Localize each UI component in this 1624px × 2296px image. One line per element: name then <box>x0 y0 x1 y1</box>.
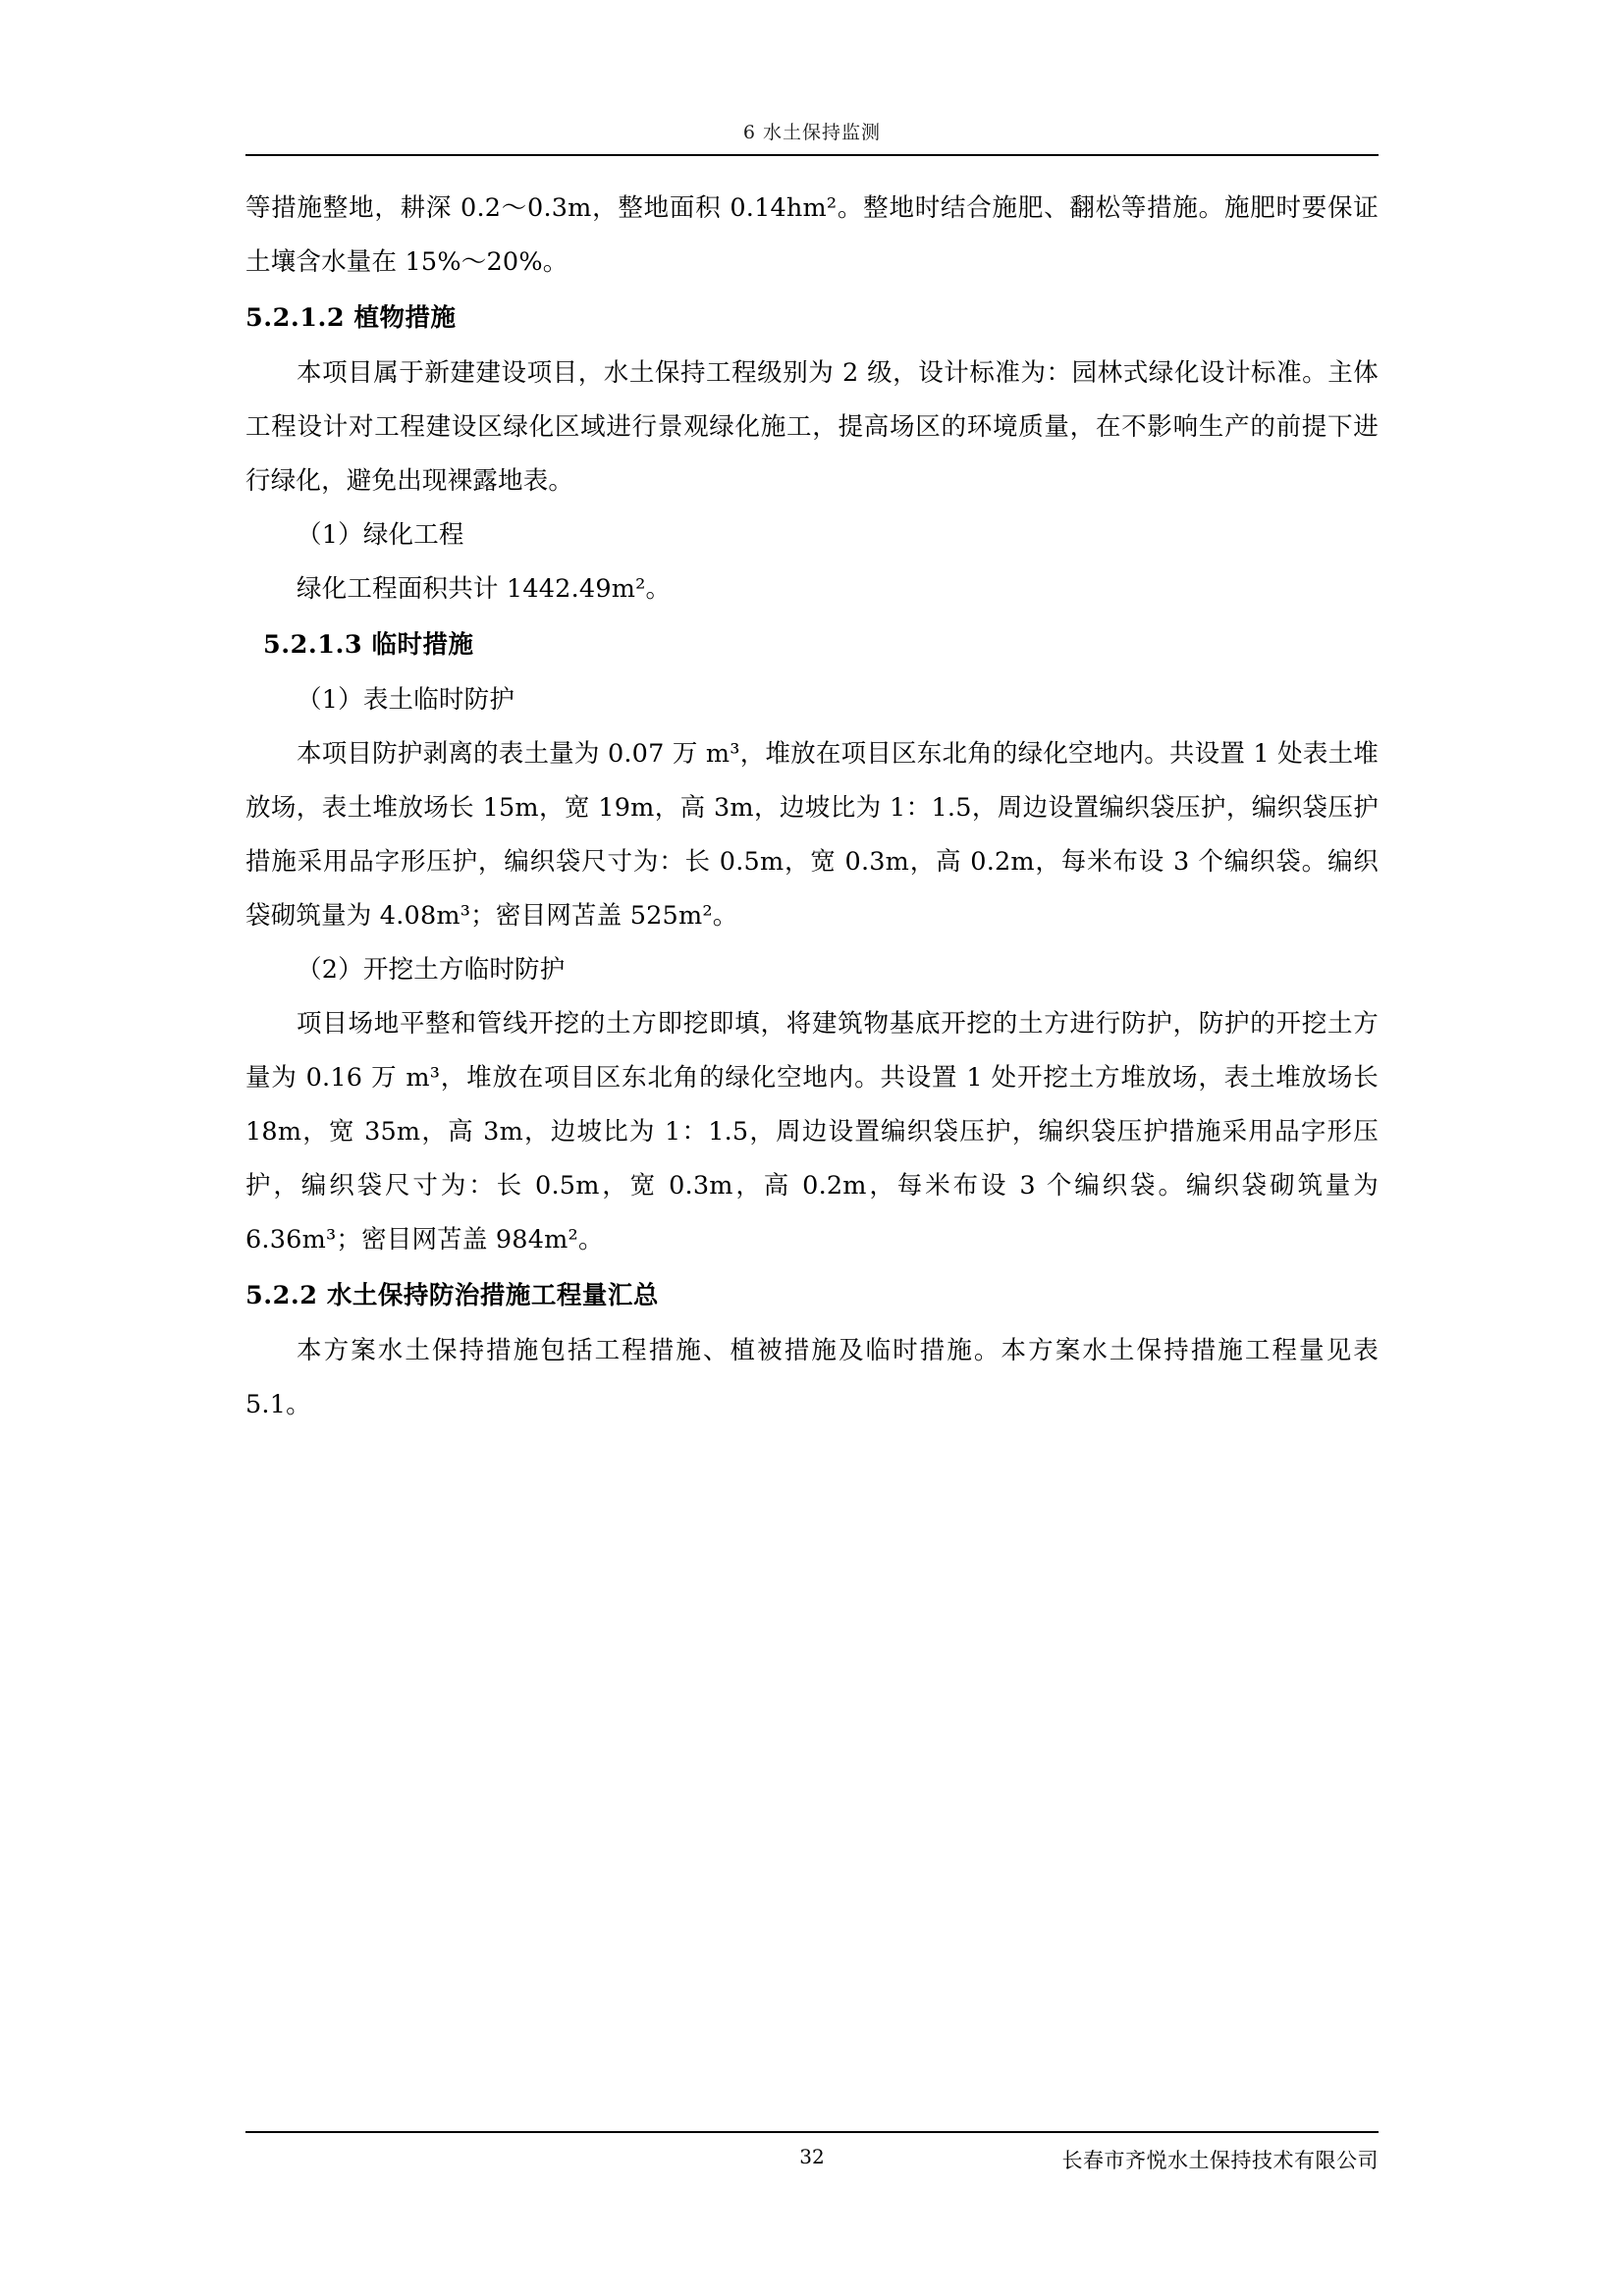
footer-company-name: 长春市齐悦水土保持技术有限公司 <box>1061 2149 1379 2172</box>
heading-5-2-1-2: 5.2.1.2 植物措施 <box>245 303 457 333</box>
paragraph-temp-3: （2）开挖土方临时防护 <box>297 955 566 985</box>
paragraph-temp-4: 项目场地平整和管线开挖的土方即挖即填，将建筑物基底开挖的土方进行防护，防护的开挖土方量为 0.16 万 m³，堆放在项目区东北角的绿化空地内。共设置 1 处开挖土方堆放场，表土堆放场长 18m，宽 35m，高 3m，边坡比为 1：1.5，周边设置编织袋压护，编织袋压护措施采用品字形压护，编织袋尺寸为：长 0.5m，宽 0.3m，高 0.2m，每米布设 3 个编织袋。编织袋砌筑量为 6.36m³；密目网苫盖 984m²。 <box>245 1009 1379 1255</box>
page-header <box>245 118 1379 156</box>
paragraph-plant-1: 本项目属于新建建设项目，水土保持工程级别为 2 级，设计标准为：园林式绿化设计标准。主体工程设计对工程建设区绿化区域进行景观绿化施工，提高场区的环境质量，在不影响生产的前提下进行绿化，避免出现裸露地表。 <box>245 358 1379 496</box>
header-divider <box>245 154 1379 156</box>
paragraph-temp-2: 本项目防护剥离的表土量为 0.07 万 m³，堆放在项目区东北角的绿化空地内。共设置 1 处表土堆放场，表土堆放场长 15m，宽 19m，高 3m，边坡比为 1：1.5，周边设置编织袋压护，编织袋压护措施采用品字形压护，编织袋尺寸为：长 0.5m，宽 0.3m，高 0.2m，每米布设 3 个编织袋。编织袋砌筑量为 4.08m³；密目网苫盖 525m²。 <box>245 739 1380 931</box>
paragraph-plant-2: （1）绿化工程 <box>297 520 464 550</box>
page-footer <box>245 2131 1379 2178</box>
heading-5-2-2: 5.2.2 水土保持防治措施工程量汇总 <box>245 1281 659 1310</box>
footer-row <box>245 2145 1379 2178</box>
paragraph-top: 等措施整地，耕深 0.2～0.3m，整地面积 0.14hm²。整地时结合施肥、翻松等措施。施肥时要保证土壤含水量在 15%～20%。 <box>245 193 1379 277</box>
heading-5-2-1-3: 5.2.1.3 临时措施 <box>263 630 474 660</box>
page-content <box>245 182 1379 1432</box>
page-number: 32 <box>799 2145 825 2168</box>
footer-divider <box>245 2131 1379 2133</box>
paragraph-temp-1: （1）表土临时防护 <box>297 685 515 715</box>
paragraph-plant-3: 绿化工程面积共计 1442.49m²。 <box>297 574 672 604</box>
paragraph-summary: 本方案水土保持措施包括工程措施、植被措施及临时措施。本方案水土保持措施工程量见表 5.1。 <box>245 1336 1379 1419</box>
running-head: 6 水土保持监测 <box>742 122 882 143</box>
